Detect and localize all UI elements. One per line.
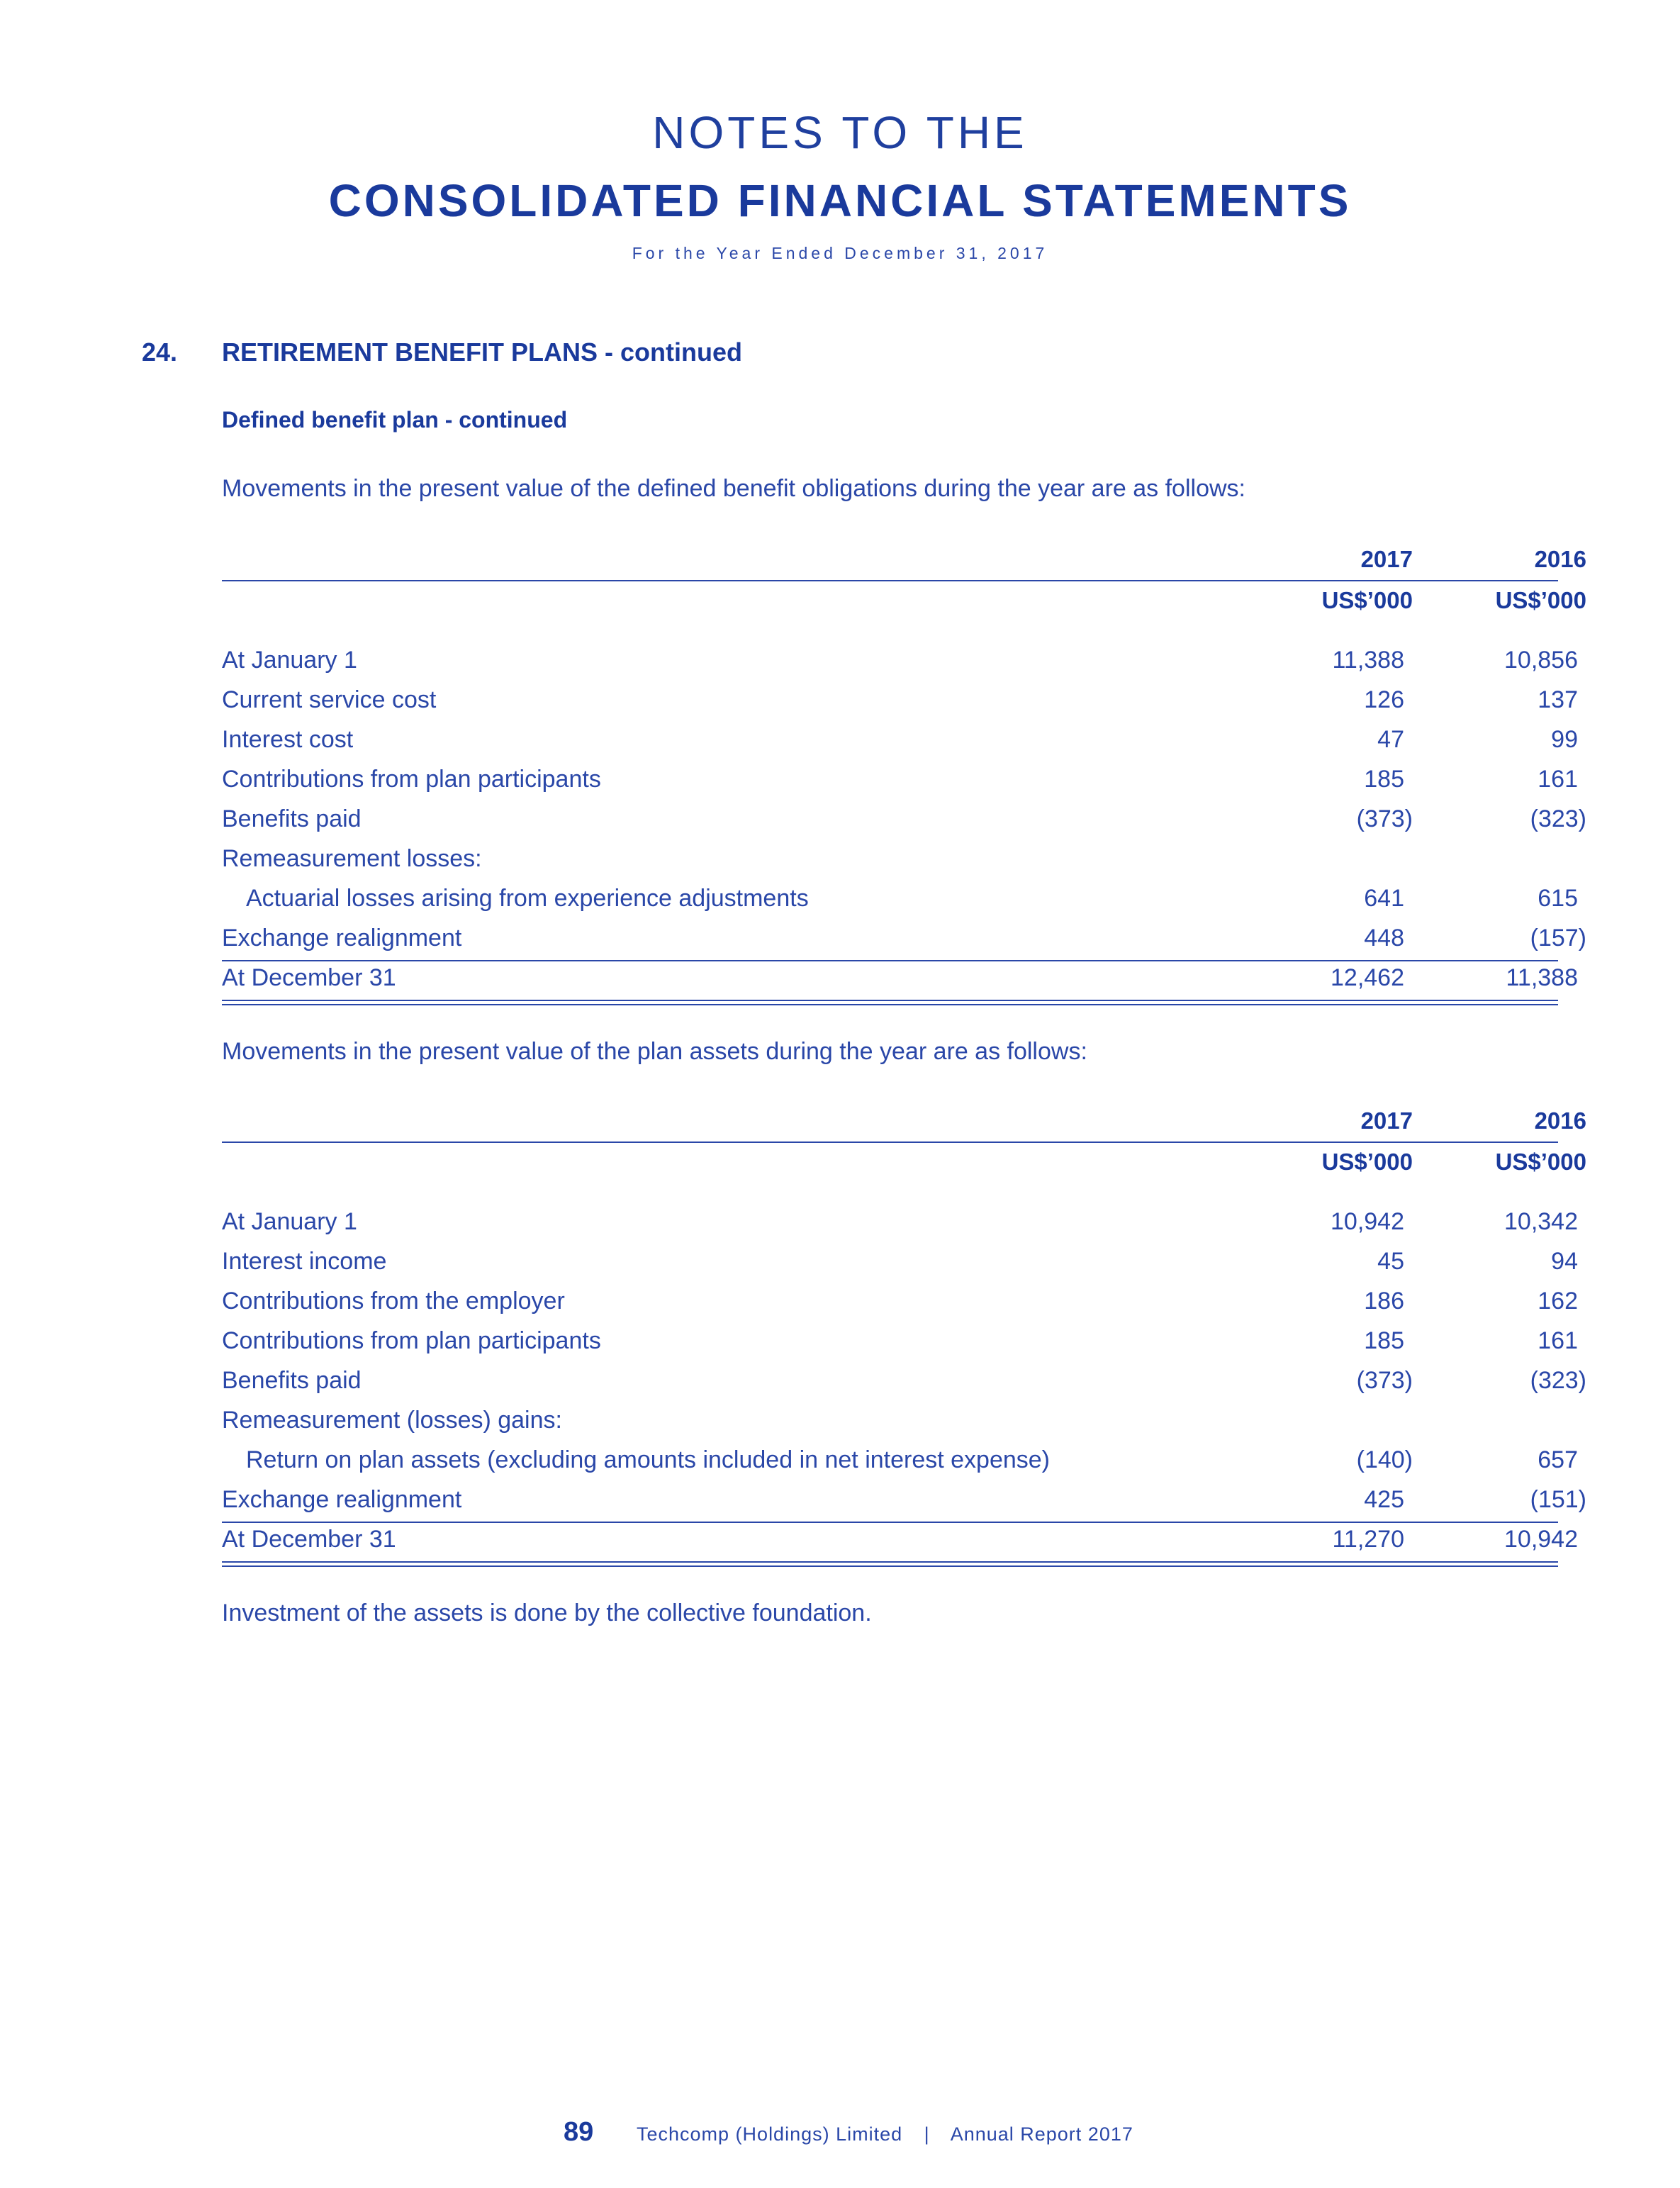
table-row-label: At January 1 <box>222 647 357 674</box>
table2-total-rule <box>222 1522 1558 1523</box>
table-row-label: At December 31 <box>222 964 396 991</box>
section-number: 24. <box>142 337 178 367</box>
table-row-label: Contributions from plan participants <box>222 766 601 793</box>
table-cell-2017: 186 <box>1364 1288 1404 1315</box>
table-row-label: Remeasurement (losses) gains: <box>222 1407 562 1434</box>
table-cell-2017: 10,942 <box>1331 1208 1404 1235</box>
table-cell-2016: 161 <box>1538 1327 1578 1354</box>
table-cell-2017: (140) <box>1356 1446 1413 1473</box>
table1-unit-2016: US$’000 <box>1495 587 1586 613</box>
section-subtitle: Defined benefit plan - continued <box>222 407 568 432</box>
table-cell-2017: 45 <box>1377 1248 1404 1275</box>
table2-year-2017: 2017 <box>1360 1107 1413 1134</box>
table-cell-2016: 10,942 <box>1504 1526 1578 1553</box>
table-cell-2016: 10,856 <box>1504 647 1578 674</box>
table-row-label: Interest income <box>222 1248 387 1275</box>
table-row-label: Contributions from the employer <box>222 1288 565 1315</box>
footer-text <box>637 2123 1133 2145</box>
table-cell-2016: 161 <box>1538 766 1578 793</box>
table2-header-rule <box>222 1142 1558 1143</box>
table-row-label: Remeasurement losses: <box>222 845 482 872</box>
table-cell-2017: 448 <box>1364 925 1404 951</box>
table-cell-2016: 10,342 <box>1504 1208 1578 1235</box>
table2-unit-2017: US$’000 <box>1321 1149 1413 1175</box>
table2-double-rule-top <box>222 1561 1558 1563</box>
table1-header-rule <box>222 580 1558 581</box>
table-cell-2017: 126 <box>1364 686 1404 713</box>
table-cell-2017: 641 <box>1364 885 1404 912</box>
table-cell-2017: 425 <box>1364 1486 1404 1513</box>
table-cell-2016: 615 <box>1538 885 1578 912</box>
table2-unit-2016: US$’000 <box>1495 1149 1586 1175</box>
table-cell-2016: 137 <box>1538 686 1578 713</box>
table1-intro: Movements in the present value of the defined benefit obligations during the year are as follows: <box>222 475 1245 502</box>
table1-unit-2017: US$’000 <box>1321 587 1413 613</box>
table-row-label: Benefits paid <box>222 805 362 832</box>
table2-double-rule-bottom <box>222 1565 1558 1567</box>
table-cell-2016: 94 <box>1551 1248 1578 1275</box>
table-row-label: Benefits paid <box>222 1367 362 1394</box>
table-row-label: Exchange realignment <box>222 1486 462 1513</box>
table-cell-2016: (323) <box>1530 805 1586 832</box>
table-cell-2016: (151) <box>1530 1486 1586 1513</box>
table-cell-2017: 11,270 <box>1332 1526 1404 1553</box>
table1-total-rule <box>222 960 1558 961</box>
table2-year-2016: 2016 <box>1534 1107 1586 1134</box>
table-cell-2017: 11,388 <box>1332 647 1404 674</box>
table-row-label: At January 1 <box>222 1208 357 1235</box>
closing-note: Investment of the assets is done by the collective foundation. <box>222 1600 872 1626</box>
table-cell-2017: 185 <box>1364 766 1404 793</box>
table-row-label: At December 31 <box>222 1526 396 1553</box>
header-period: For the Year Ended December 31, 2017 <box>632 244 1048 262</box>
table-cell-2017: (373) <box>1356 1367 1413 1394</box>
table-row-label: Current service cost <box>222 686 437 713</box>
section-title: RETIREMENT BENEFIT PLANS - continued <box>222 337 742 367</box>
table1-double-rule-top <box>222 1000 1558 1001</box>
table-cell-2016: 162 <box>1538 1288 1578 1315</box>
table-cell-2017: 47 <box>1377 726 1404 753</box>
table-cell-2017: 12,462 <box>1331 964 1404 991</box>
table-row-label: Interest cost <box>222 726 354 753</box>
table-row-label: Contributions from plan participants <box>222 1327 601 1354</box>
table-cell-2016: 99 <box>1551 726 1578 753</box>
page-number: 89 <box>564 2117 594 2147</box>
table-cell-2016: (157) <box>1530 925 1586 951</box>
header-title: CONSOLIDATED FINANCIAL STATEMENTS <box>328 175 1352 226</box>
header-notes: NOTES TO THE <box>652 107 1028 158</box>
table1-year-2016: 2016 <box>1534 546 1586 572</box>
footer-company: Techcomp (Holdings) Limited <box>637 2123 903 2145</box>
table-cell-2016: 11,388 <box>1506 964 1578 991</box>
table-cell-2016: (323) <box>1530 1367 1586 1394</box>
footer-report: Annual Report 2017 <box>950 2123 1133 2145</box>
footer-separator: | <box>924 2123 930 2145</box>
table1-double-rule-bottom <box>222 1004 1558 1005</box>
table1-year-2017: 2017 <box>1360 546 1413 572</box>
table-row-label: Actuarial losses arising from experience adjustments <box>246 885 809 912</box>
table2-intro: Movements in the present value of the plan assets during the year are as follows: <box>222 1038 1087 1065</box>
table-row-label: Exchange realignment <box>222 925 462 951</box>
table-cell-2017: (373) <box>1356 805 1413 832</box>
table-cell-2017: 185 <box>1364 1327 1404 1354</box>
table-cell-2016: 657 <box>1538 1446 1578 1473</box>
table-row-label: Return on plan assets (excluding amounts included in net interest expense) <box>246 1446 1051 1473</box>
